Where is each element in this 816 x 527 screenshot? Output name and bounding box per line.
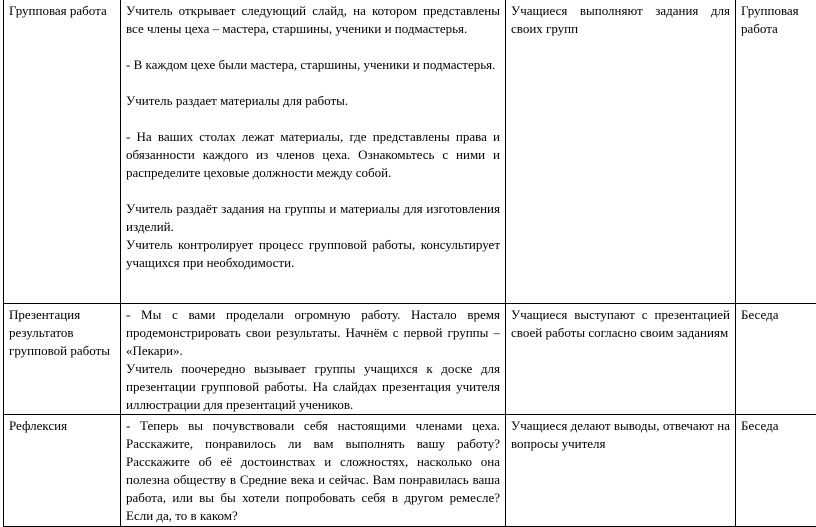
work-form-cell: Беседа — [736, 415, 816, 527]
teacher-paragraph: - Теперь вы почувствовали себя настоящими членами цеха. Расскажите, понравилось ли вам выполнять вашу работу? Расскажите об её достоинствах и сложностях, насколько она полезна обществу в Средние века и сейчас. Вам понравилась ваша работа, или вы бы хотели попробовать себя в другом ремесле? Если да, то в каком? — [126, 417, 500, 525]
table-row-group-work — [4, 0, 816, 304]
work-form-cell: Беседа — [736, 304, 816, 415]
stage-cell: Презентация результатов групповой работы — [4, 304, 121, 415]
teacher-paragraph: - В каждом цехе были мастера, старшины, ученики и подмастерья. — [126, 56, 500, 74]
stage-cell: Рефлексия — [4, 415, 121, 527]
lesson-plan-table — [3, 0, 816, 527]
work-form-cell: Групповая работа — [736, 0, 816, 304]
teacher-activity-cell — [121, 304, 506, 415]
teacher-activity-cell — [121, 0, 506, 304]
teacher-paragraph: - На ваших столах лежат материалы, где представлены права и обязанности каждого из членов цеха. Ознакомьтесь с ними и распределите цеховые должности между собой. — [126, 128, 500, 182]
teacher-paragraph: - Мы с вами проделали огромную работу. Настало время продемонстрировать свои результаты. Начнём с первой группы – «Пекари». — [126, 306, 500, 360]
teacher-paragraph: Учитель контролирует процесс групповой работы, консультирует учащихся при необходимости. — [126, 236, 500, 272]
lesson-plan-body — [4, 0, 816, 527]
teacher-activity-cell — [121, 415, 506, 527]
student-activity-cell: Учащиеся делают выводы, отвечают на вопросы учителя — [506, 415, 736, 527]
teacher-paragraph: Учитель раздаёт задания на группы и материалы для изготовления изделий. — [126, 200, 500, 236]
stage-cell: Групповая работа — [4, 0, 121, 304]
teacher-paragraph: Учитель раздает материалы для работы. — [126, 92, 500, 110]
teacher-paragraph: Учитель поочередно вызывает группы учащихся к доске для презентации групповой работы. На слайдах презентация учителя иллюстрации для презентаций учеников. — [126, 360, 500, 414]
table-row-reflection — [4, 415, 816, 527]
student-activity-cell: Учащиеся выступают с презентацией своей работы согласно своим заданиям — [506, 304, 736, 415]
student-activity-cell: Учащиеся выполняют задания для своих групп — [506, 0, 736, 304]
table-row-presentation — [4, 304, 816, 415]
teacher-paragraph: Учитель открывает следующий слайд, на котором представлены все члены цеха – мастера, старшины, ученики и подмастерья. — [126, 2, 500, 38]
